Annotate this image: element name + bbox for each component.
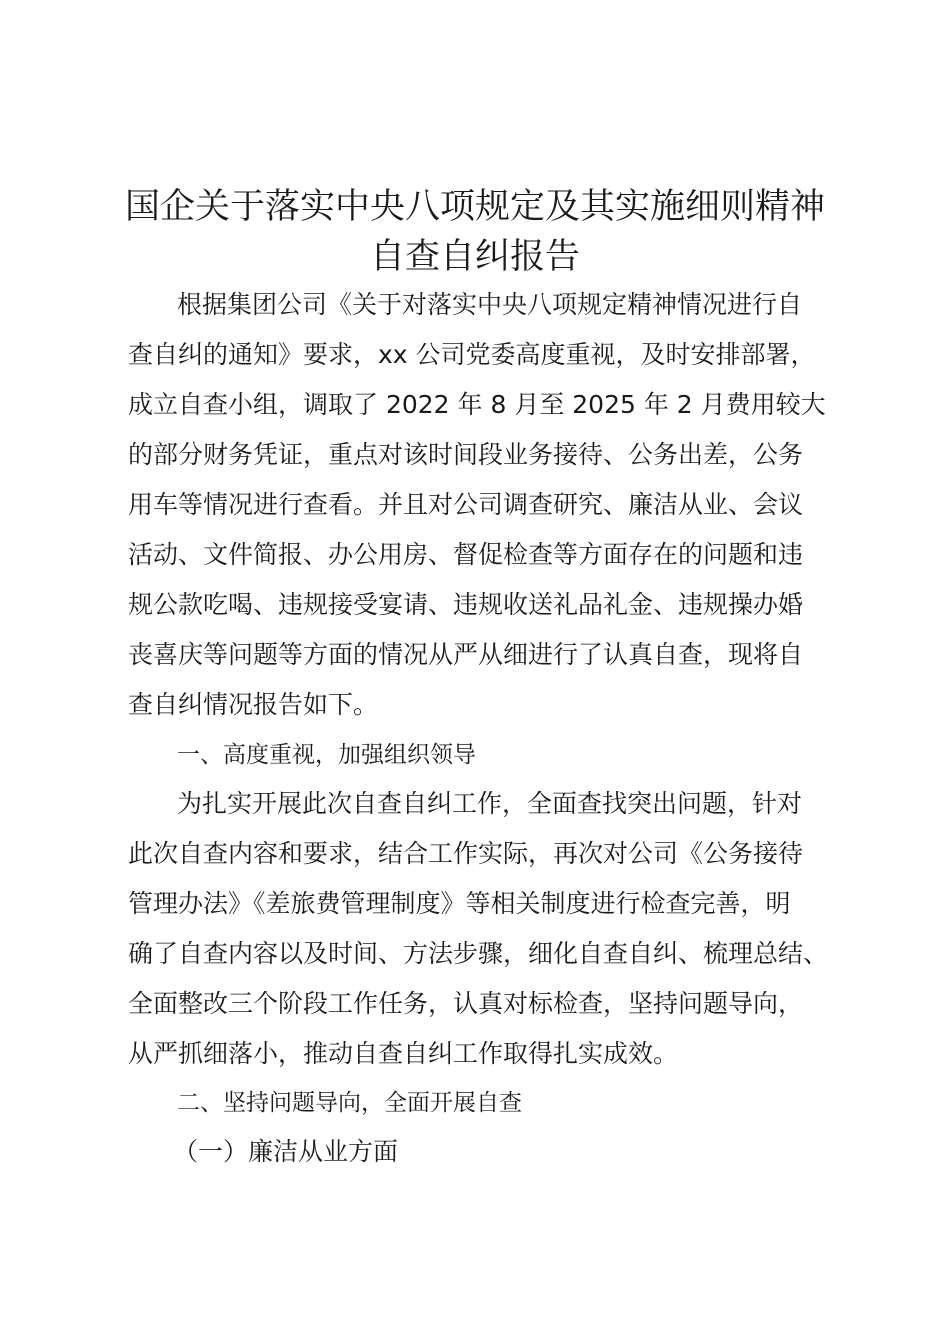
paragraph-line: 管理办法》《差旅费管理制度》等相关制度进行检查完善，明 (128, 889, 791, 918)
paragraph-line: 的部分财务凭证，重点对该时间段业务接待、公务出差，公务 (128, 440, 804, 469)
document-title-line-1: 国企关于落实中央八项规定及其实施细则精神 (124, 187, 825, 227)
paragraph-line: 用车等情况进行查看。并且对公司调查研究、廉洁从业、会议 (128, 490, 804, 519)
paragraph-line: 根据集团公司《关于对落实中央八项规定精神情况进行自 (177, 290, 803, 319)
paragraph-line: 查自纠的通知》要求，xx 公司党委高度重视，及时安排部署， (128, 340, 816, 369)
paragraph-line: 丧喜庆等问题等方面的情况从严从细进行了认真自查，现将自 (128, 640, 804, 669)
paragraph-line: 成立自查小组，调取了 2022 年 8 月至 2025 年 2 月费用较大 (128, 390, 826, 419)
paragraph-line: 此次自查内容和要求，结合工作实际，再次对公司《公务接待 (128, 839, 804, 868)
paragraph-line: 确了自查内容以及时间、方法步骤，细化自查自纠、梳理总结、 (128, 939, 829, 968)
document-title-line-2: 自查自纠报告 (369, 237, 580, 277)
paragraph-line: 规公款吃喝、违规接受宴请、违规收送礼品礼金、违规操办婚 (128, 590, 804, 619)
paragraph-line: 查自纠情况报告如下。 (128, 690, 379, 719)
section-heading-2: 二、坚持问题导向，全面开展自查 (177, 1090, 522, 1116)
section-heading-1: 一、高度重视，加强组织领导 (177, 742, 476, 768)
paragraph-line: 从严抓细落小，推动自查自纠工作取得扎实成效。 (128, 1039, 679, 1068)
paragraph-line: 为扎实开展此次自查自纠工作，全面查找突出问题，针对 (177, 789, 803, 818)
paragraph-line: 全面整改三个阶段工作任务，认真对标检查，坚持问题导向， (128, 989, 804, 1018)
paragraph-line: 活动、文件简报、办公用房、督促检查等方面存在的问题和违 (128, 540, 804, 569)
subsection-heading-1: （一）廉洁从业方面 (173, 1137, 399, 1166)
